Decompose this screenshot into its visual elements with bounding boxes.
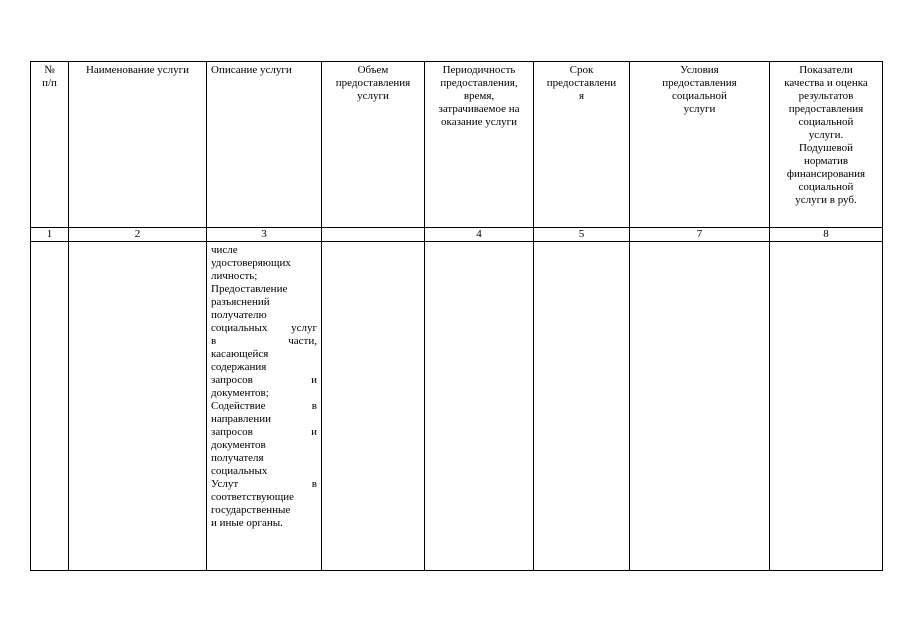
header-periodicity-line: Периодичность	[442, 64, 516, 76]
column-number: 4	[425, 228, 534, 242]
description-line: направлении	[211, 413, 271, 425]
header-quality-line: услуги.	[808, 129, 844, 141]
column-number: 5	[534, 228, 630, 242]
description-line: содержания	[211, 361, 267, 373]
description-word: части,	[288, 335, 317, 347]
header-service-name	[69, 62, 207, 228]
header-service-name-line: Наименование услуги	[85, 64, 190, 76]
header-quality-line: качества и оценка	[784, 77, 868, 89]
cell-service-name	[69, 242, 207, 571]
header-conditions-line: социальной	[672, 90, 727, 102]
header-quality-line: предоставления	[788, 103, 864, 115]
cell-service-description	[207, 242, 322, 571]
header-conditions	[630, 62, 770, 228]
header-volume-line: Объем	[357, 64, 389, 76]
header-quality-line: результатов	[798, 90, 854, 102]
header-periodicity-line: предоставления,	[440, 77, 518, 89]
description-word: в	[311, 400, 317, 412]
header-periodicity-line: оказание услуги	[441, 116, 517, 128]
table-row	[31, 242, 883, 571]
description-line: документов;	[211, 387, 269, 399]
cell-number	[31, 242, 69, 571]
description-word: услуг	[291, 322, 317, 334]
services-table	[30, 61, 883, 571]
column-number	[322, 228, 425, 242]
header-volume	[322, 62, 425, 228]
header-volume-line: предоставления	[335, 77, 411, 89]
header-quality-line: Показатели	[799, 64, 853, 76]
header-quality-line: норматив	[803, 155, 849, 167]
header-periodicity	[425, 62, 534, 228]
description-line: Предоставление	[211, 283, 288, 295]
cell-periodicity	[425, 242, 534, 571]
description-word: в	[211, 335, 217, 347]
column-number-row	[31, 228, 883, 242]
cell-volume	[322, 242, 425, 571]
column-number: 7	[630, 228, 770, 242]
description-line: личность;	[211, 270, 258, 282]
header-conditions-line: Условия	[680, 64, 719, 76]
description-line: социальных	[211, 465, 268, 477]
header-quality-line: Подушевой	[798, 142, 854, 154]
description-line: удостоверяющих	[211, 257, 291, 269]
description-line	[211, 322, 317, 335]
description-word: Услут	[211, 478, 239, 490]
header-conditions-line: предоставления	[662, 77, 737, 89]
header-number-line: п/п	[42, 77, 57, 89]
description-line: соответствующие	[211, 491, 294, 503]
description-word: Содействие	[211, 400, 266, 412]
header-term	[534, 62, 630, 228]
header-term-line: Срок	[569, 64, 594, 76]
description-line: и иные органы.	[211, 517, 283, 529]
description-word: и	[311, 374, 317, 386]
description-line	[211, 478, 317, 491]
header-quality-line: социальной	[798, 116, 854, 128]
header-service-description	[207, 62, 322, 228]
description-line	[211, 374, 317, 387]
column-number: 3	[207, 228, 322, 242]
column-number: 2	[69, 228, 207, 242]
description-line: получателя	[211, 452, 264, 464]
column-number: 1	[31, 228, 69, 242]
description-word: запросов	[211, 374, 253, 386]
description-line	[211, 335, 317, 348]
description-line: государственные	[211, 504, 291, 516]
cell-quality-indicators	[770, 242, 883, 571]
description-line: касающейся	[211, 348, 269, 360]
description-word: запросов	[211, 426, 253, 438]
description-word: в	[311, 478, 317, 490]
header-volume-line: услуги	[357, 90, 389, 102]
header-periodicity-line: затрачиваемое на	[438, 103, 520, 115]
header-term-line: я	[578, 90, 585, 102]
description-word: и	[311, 426, 317, 438]
header-number-line: №	[44, 64, 55, 76]
description-line	[211, 426, 317, 439]
description-line: разъяснений	[211, 296, 270, 308]
description-line	[211, 400, 317, 413]
header-periodicity-line: время,	[463, 90, 495, 102]
header-service-description-line: Описание услуги	[211, 64, 292, 76]
column-number: 8	[770, 228, 883, 242]
header-conditions-line: услуги	[683, 103, 716, 115]
cell-term	[534, 242, 630, 571]
description-line: документов	[211, 439, 266, 451]
header-quality-line: финансирования	[786, 168, 866, 180]
description-word: социальных	[211, 322, 268, 334]
description-line: числе	[211, 244, 238, 256]
header-row	[31, 62, 883, 228]
cell-conditions	[630, 242, 770, 571]
header-quality-line: услуги в руб.	[795, 194, 857, 206]
header-quality-line: социальной	[798, 181, 854, 193]
header-quality-indicators	[770, 62, 883, 228]
header-number	[31, 62, 69, 228]
description-line: получателю	[211, 309, 267, 321]
header-term-line: предоставлени	[546, 77, 617, 89]
